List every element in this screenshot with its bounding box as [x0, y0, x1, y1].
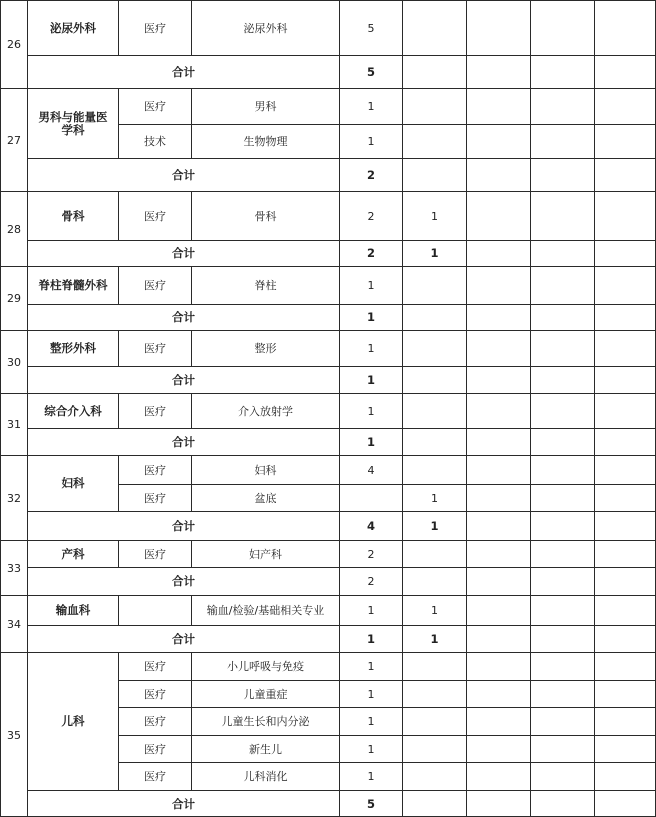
empty-cell: [466, 304, 530, 330]
total-count-col-1: 1: [339, 625, 402, 652]
total-count-col-1: 1: [339, 366, 402, 393]
empty-cell: [466, 240, 530, 266]
row-number: 27: [0, 88, 27, 191]
empty-cell: [466, 484, 530, 511]
count-col-2: [402, 680, 466, 707]
major-name: 妇产科: [191, 540, 339, 567]
department-name: 泌尿外科: [27, 0, 118, 55]
total-count-col-1: 2: [339, 158, 402, 191]
count-col-1: 2: [339, 191, 402, 240]
empty-cell: [594, 707, 656, 735]
empty-cell: [594, 124, 656, 158]
position-type: 医疗: [118, 762, 191, 790]
empty-cell: [530, 158, 594, 191]
empty-cell: [530, 88, 594, 124]
position-type: 医疗: [118, 191, 191, 240]
empty-cell: [466, 540, 530, 567]
total-count-col-2: [402, 567, 466, 595]
position-type: 医疗: [118, 652, 191, 680]
empty-cell: [530, 511, 594, 540]
position-type: 医疗: [118, 266, 191, 304]
count-col-1: 1: [339, 88, 402, 124]
total-label: 合计: [27, 625, 339, 652]
position-type: 医疗: [118, 455, 191, 484]
empty-cell: [594, 455, 656, 484]
empty-cell: [594, 0, 656, 55]
total-label: 合计: [27, 567, 339, 595]
count-col-2: [402, 88, 466, 124]
total-count-col-1: 4: [339, 511, 402, 540]
count-col-1: 1: [339, 124, 402, 158]
total-count-col-2: 1: [402, 511, 466, 540]
department-name: 整形外科: [27, 330, 118, 366]
empty-cell: [530, 304, 594, 330]
major-name: 骨科: [191, 191, 339, 240]
total-count-col-2: [402, 366, 466, 393]
count-col-2: [402, 266, 466, 304]
empty-cell: [466, 680, 530, 707]
empty-cell: [594, 735, 656, 762]
major-name: 介入放射学: [191, 393, 339, 428]
empty-cell: [594, 567, 656, 595]
empty-cell: [530, 266, 594, 304]
count-col-1: 1: [339, 266, 402, 304]
department-name: 儿科: [27, 652, 118, 790]
empty-cell: [594, 366, 656, 393]
empty-cell: [594, 393, 656, 428]
total-count-col-1: 5: [339, 55, 402, 88]
empty-cell: [466, 191, 530, 240]
total-count-col-1: 2: [339, 567, 402, 595]
empty-cell: [594, 330, 656, 366]
total-label: 合计: [27, 790, 339, 817]
major-name: 盆底: [191, 484, 339, 511]
total-label: 合计: [27, 304, 339, 330]
total-count-col-2: 1: [402, 240, 466, 266]
empty-cell: [466, 567, 530, 595]
empty-cell: [530, 652, 594, 680]
total-count-col-1: 2: [339, 240, 402, 266]
count-col-2: 1: [402, 484, 466, 511]
count-col-1: 1: [339, 652, 402, 680]
empty-cell: [594, 540, 656, 567]
empty-cell: [530, 240, 594, 266]
count-col-2: [402, 393, 466, 428]
empty-cell: [466, 88, 530, 124]
empty-cell: [466, 595, 530, 625]
row-number: 30: [0, 330, 27, 393]
count-col-1: 1: [339, 762, 402, 790]
empty-cell: [594, 158, 656, 191]
count-col-1: 1: [339, 330, 402, 366]
total-count-col-1: 1: [339, 428, 402, 455]
count-col-1: 1: [339, 595, 402, 625]
total-label: 合计: [27, 366, 339, 393]
count-col-2: 1: [402, 191, 466, 240]
empty-cell: [530, 625, 594, 652]
empty-cell: [530, 790, 594, 817]
empty-cell: [466, 625, 530, 652]
empty-cell: [594, 240, 656, 266]
empty-cell: [530, 0, 594, 55]
empty-cell: [530, 762, 594, 790]
position-type: 医疗: [118, 680, 191, 707]
major-name: 脊柱: [191, 266, 339, 304]
empty-cell: [594, 484, 656, 511]
empty-cell: [530, 366, 594, 393]
total-count-col-1: 5: [339, 790, 402, 817]
empty-cell: [530, 567, 594, 595]
empty-cell: [466, 735, 530, 762]
major-name: 儿童生长和内分泌: [191, 707, 339, 735]
total-count-col-2: [402, 428, 466, 455]
empty-cell: [530, 330, 594, 366]
empty-cell: [530, 428, 594, 455]
department-name: 输血科: [27, 595, 118, 625]
empty-cell: [530, 124, 594, 158]
row-number: 29: [0, 266, 27, 330]
major-name: 男科: [191, 88, 339, 124]
department-name: 脊柱脊髓外科: [27, 266, 118, 304]
empty-cell: [466, 158, 530, 191]
count-col-1: 4: [339, 455, 402, 484]
empty-cell: [594, 790, 656, 817]
empty-cell: [530, 735, 594, 762]
empty-cell: [466, 393, 530, 428]
department-name: 骨科: [27, 191, 118, 240]
total-label: 合计: [27, 158, 339, 191]
empty-cell: [466, 0, 530, 55]
row-number: 28: [0, 191, 27, 266]
total-label: 合计: [27, 55, 339, 88]
position-type: 医疗: [118, 707, 191, 735]
empty-cell: [594, 595, 656, 625]
count-col-1: 1: [339, 393, 402, 428]
position-type: 医疗: [118, 735, 191, 762]
empty-cell: [594, 511, 656, 540]
row-number: 33: [0, 540, 27, 595]
empty-cell: [466, 652, 530, 680]
empty-cell: [594, 55, 656, 88]
empty-cell: [594, 762, 656, 790]
total-count-col-2: [402, 55, 466, 88]
count-col-1: 1: [339, 735, 402, 762]
department-name: 妇科: [27, 455, 118, 511]
count-col-2: [402, 652, 466, 680]
total-label: 合计: [27, 240, 339, 266]
empty-cell: [466, 707, 530, 735]
major-name: 儿童重症: [191, 680, 339, 707]
row-number: 35: [0, 652, 27, 817]
empty-cell: [466, 428, 530, 455]
position-type: 医疗: [118, 88, 191, 124]
total-label: 合计: [27, 511, 339, 540]
major-name: 新生儿: [191, 735, 339, 762]
empty-cell: [530, 595, 594, 625]
major-name: 泌尿外科: [191, 0, 339, 55]
count-col-2: [402, 540, 466, 567]
major-name: 妇科: [191, 455, 339, 484]
position-type: 医疗: [118, 484, 191, 511]
empty-cell: [594, 191, 656, 240]
department-name: 产科: [27, 540, 118, 567]
empty-cell: [530, 393, 594, 428]
position-type: 医疗: [118, 330, 191, 366]
department-name: 综合介入科: [27, 393, 118, 428]
empty-cell: [530, 484, 594, 511]
empty-cell: [466, 762, 530, 790]
major-name: 生物物理: [191, 124, 339, 158]
empty-cell: [466, 366, 530, 393]
count-col-2: [402, 124, 466, 158]
empty-cell: [466, 124, 530, 158]
position-type: [118, 595, 191, 625]
count-col-2: [402, 735, 466, 762]
count-col-2: [402, 0, 466, 55]
count-col-2: [402, 455, 466, 484]
empty-cell: [530, 55, 594, 88]
count-col-1: 2: [339, 540, 402, 567]
total-count-col-2: [402, 158, 466, 191]
empty-cell: [466, 790, 530, 817]
department-name: 男科与能量医学科: [27, 88, 118, 158]
count-col-1: 5: [339, 0, 402, 55]
major-name: 整形: [191, 330, 339, 366]
count-col-2: 1: [402, 595, 466, 625]
row-number: 34: [0, 595, 27, 652]
row-number: 26: [0, 0, 27, 88]
count-col-2: [402, 330, 466, 366]
empty-cell: [530, 707, 594, 735]
empty-cell: [466, 266, 530, 304]
total-count-col-1: 1: [339, 304, 402, 330]
empty-cell: [466, 330, 530, 366]
empty-cell: [594, 680, 656, 707]
empty-cell: [594, 625, 656, 652]
empty-cell: [594, 652, 656, 680]
row-number: 31: [0, 393, 27, 455]
row-number: 32: [0, 455, 27, 540]
count-col-1: 1: [339, 680, 402, 707]
total-count-col-2: 1: [402, 625, 466, 652]
major-name: 小儿呼吸与免疫: [191, 652, 339, 680]
empty-cell: [530, 191, 594, 240]
empty-cell: [594, 266, 656, 304]
position-type: 医疗: [118, 0, 191, 55]
count-col-1: [339, 484, 402, 511]
total-count-col-2: [402, 790, 466, 817]
major-name: 儿科消化: [191, 762, 339, 790]
empty-cell: [530, 680, 594, 707]
empty-cell: [466, 55, 530, 88]
empty-cell: [530, 455, 594, 484]
empty-cell: [466, 455, 530, 484]
count-col-2: [402, 707, 466, 735]
empty-cell: [594, 428, 656, 455]
position-type: 医疗: [118, 540, 191, 567]
count-col-2: [402, 762, 466, 790]
position-type: 医疗: [118, 393, 191, 428]
major-name: 输血/检验/基础相关专业: [191, 595, 339, 625]
empty-cell: [594, 304, 656, 330]
total-label: 合计: [27, 428, 339, 455]
empty-cell: [530, 540, 594, 567]
empty-cell: [594, 88, 656, 124]
count-col-1: 1: [339, 707, 402, 735]
total-count-col-2: [402, 304, 466, 330]
empty-cell: [466, 511, 530, 540]
position-type: 技术: [118, 124, 191, 158]
